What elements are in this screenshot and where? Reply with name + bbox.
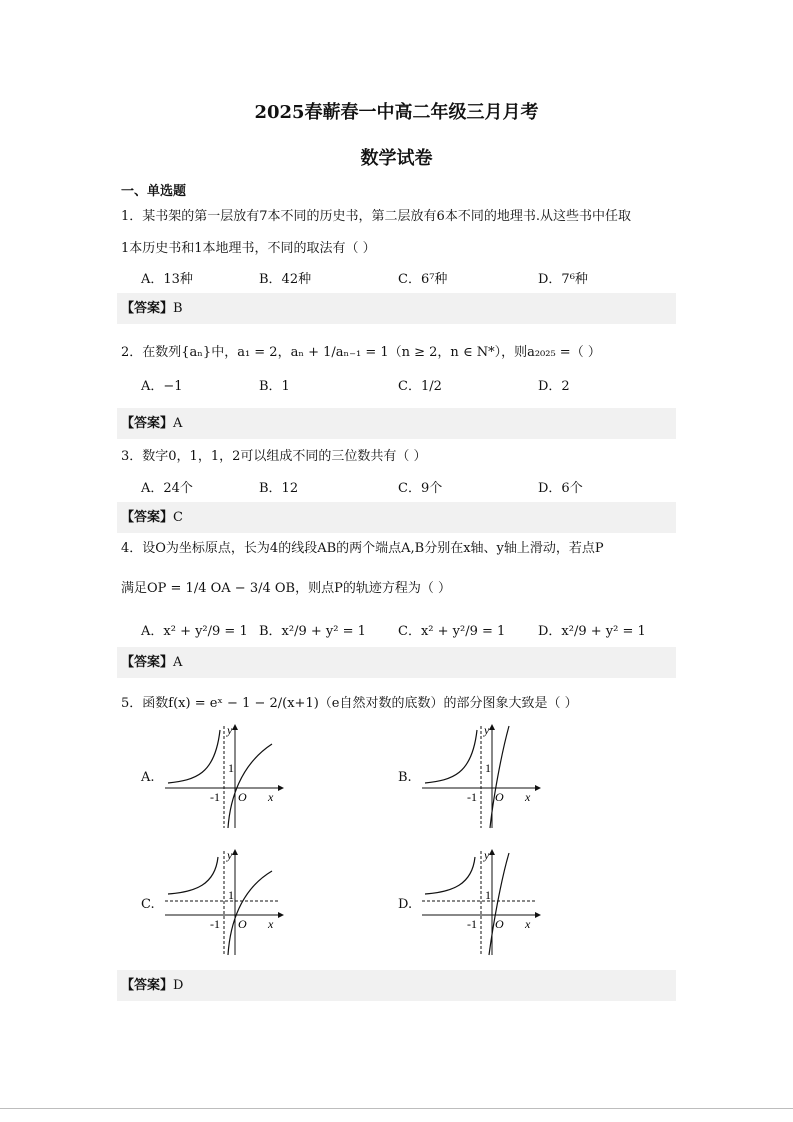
- x-label: x: [525, 790, 531, 804]
- question-1-option-c: C．6⁷种: [398, 272, 448, 287]
- neg-one-label: -1: [210, 917, 220, 931]
- answer-box-4: [117, 647, 676, 678]
- neg-one-label: -1: [467, 790, 477, 804]
- neg-one-label: -1: [467, 917, 477, 931]
- one-label: 1: [228, 888, 234, 902]
- curve-left: [168, 857, 218, 894]
- neg-one-label: -1: [210, 790, 220, 804]
- graph-option-b-label: B.: [398, 770, 412, 785]
- y-axis-arrow-icon: [232, 849, 238, 855]
- question-4-option-c: C．x² + y²/9 = 1: [398, 624, 506, 639]
- curve-right: [490, 726, 509, 828]
- graph-d: [417, 845, 542, 957]
- y-label: y: [484, 723, 490, 737]
- y-label: y: [227, 848, 233, 862]
- y-label: y: [484, 848, 490, 862]
- answer-box-5: [117, 970, 676, 1001]
- question-3-option-b: B．12: [259, 481, 299, 496]
- question-4-line-2: 满足OP = 1/4 OA − 3/4 OB，则点P的轨迹方程为（ ）: [121, 581, 451, 596]
- x-axis-arrow-icon: [535, 785, 541, 791]
- answer-label: 【答案】: [121, 978, 174, 993]
- graph-a: [160, 720, 285, 832]
- question-1-line-1: 1．某书架的第一层放有7本不同的历史书，第二层放有6本不同的地理书.从这些书中任取: [121, 209, 631, 224]
- origin-label: O: [495, 790, 504, 804]
- x-axis-arrow-icon: [278, 912, 284, 918]
- answer-box-3: [117, 502, 676, 533]
- answer-value: D: [173, 978, 184, 993]
- y-axis-arrow-icon: [489, 724, 495, 730]
- question-1-line-2: 1本历史书和1本地理书，不同的取法有（ ）: [121, 241, 376, 256]
- y-axis-arrow-icon: [489, 849, 495, 855]
- answer-box-1: [117, 293, 676, 324]
- answer-value: C: [173, 510, 183, 525]
- y-label: y: [227, 723, 233, 737]
- one-label: 1: [485, 761, 491, 775]
- question-2-option-c: C．1/2: [398, 379, 442, 394]
- curve-left: [425, 730, 477, 783]
- question-3-line-1: 3．数字0，1，1，2可以组成不同的三位数共有（ ）: [121, 449, 427, 464]
- question-1-option-d: D．7⁶种: [538, 272, 588, 287]
- question-3-option-c: C．9个: [398, 481, 443, 496]
- page-title: 2025春蕲春一中高二年级三月月考: [254, 102, 539, 123]
- question-4-option-a: A．x² + y²/9 = 1: [141, 624, 248, 639]
- page-subtitle: 数学试卷: [360, 148, 433, 169]
- x-axis-arrow-icon: [278, 785, 284, 791]
- question-3-option-a: A．24个: [141, 481, 193, 496]
- question-4-option-b: B．x²/9 + y² = 1: [259, 624, 366, 639]
- question-4-line-1: 4．设O为坐标原点，长为4的线段AB的两个端点A,B分别在x轴、y轴上滑动，若点P: [121, 541, 604, 556]
- graph-option-d-label: D.: [398, 897, 413, 912]
- graph-option-a-label: A.: [141, 770, 155, 785]
- question-5-line-1: 5．函数f(x) = eˣ − 1 − 2/(x+1)（e自然对数的底数）的部分图象大致是（ ）: [121, 696, 578, 711]
- x-label: x: [268, 790, 274, 804]
- x-axis-arrow-icon: [535, 912, 541, 918]
- question-2-line-1: 2．在数列{aₙ}中，a₁ = 2，aₙ + 1/aₙ₋₁ = 1（n ≥ 2，n ∈ N*），则a₂₀₂₅ =（ ）: [121, 345, 601, 360]
- question-1-option-a: A．13种: [141, 272, 193, 287]
- curve-left: [425, 857, 475, 894]
- x-label: x: [525, 917, 531, 931]
- question-2-option-d: D．2: [538, 379, 570, 394]
- y-axis-arrow-icon: [232, 724, 238, 730]
- answer-value: B: [173, 301, 183, 316]
- bottom-rule: [0, 1108, 793, 1109]
- question-3-option-d: D．6个: [538, 481, 583, 496]
- one-label: 1: [485, 888, 491, 902]
- answer-value: A: [173, 416, 183, 431]
- one-label: 1: [228, 761, 234, 775]
- question-1-option-b: B．42种: [259, 272, 312, 287]
- section-heading: 一、单选题: [121, 184, 187, 199]
- answer-label: 【答案】: [121, 416, 174, 431]
- answer-value: A: [173, 655, 183, 670]
- question-4-option-d: D．x²/9 + y² = 1: [538, 624, 646, 639]
- curve-left: [168, 730, 220, 783]
- answer-label: 【答案】: [121, 510, 174, 525]
- question-2-option-a: A．−1: [141, 379, 183, 394]
- origin-label: O: [238, 790, 247, 804]
- graph-b: [417, 720, 542, 832]
- question-2-option-b: B．1: [259, 379, 290, 394]
- graph-option-c-label: C.: [141, 897, 155, 912]
- origin-label: O: [495, 917, 504, 931]
- graph-c: [160, 845, 285, 957]
- x-label: x: [268, 917, 274, 931]
- answer-label: 【答案】: [121, 655, 174, 670]
- answer-label: 【答案】: [121, 301, 174, 316]
- answer-box-2: [117, 408, 676, 439]
- origin-label: O: [238, 917, 247, 931]
